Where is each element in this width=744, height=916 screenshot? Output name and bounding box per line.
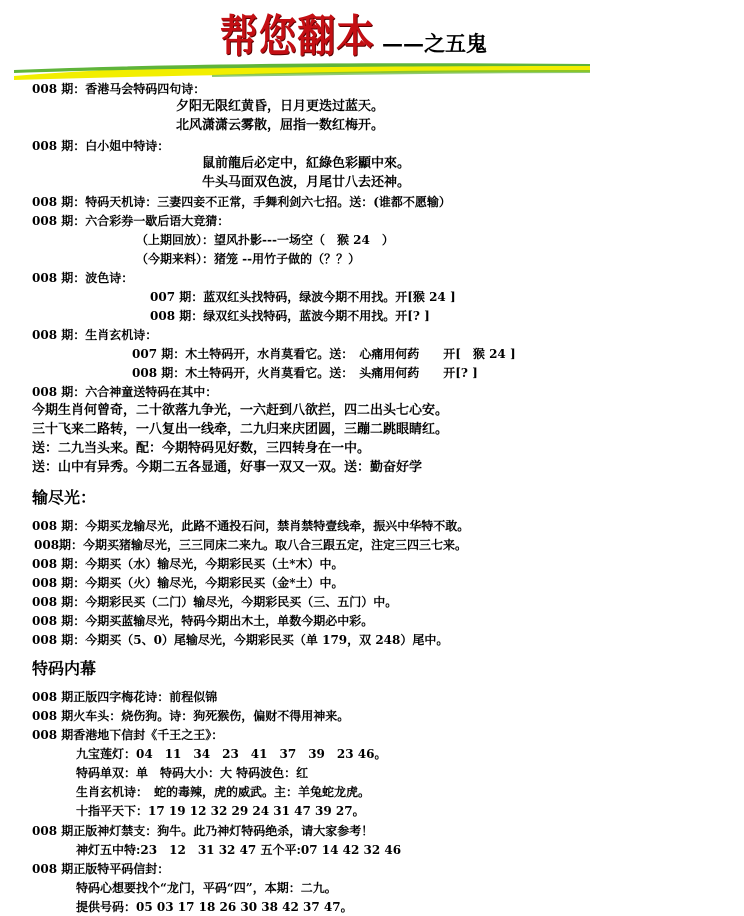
line-31: 008 期香港地下信封《千王之王》： (32, 728, 224, 742)
line-37: 神灯五中特:23 12 31 32 47 五个平:07 14 42 32 46 (76, 843, 402, 857)
line-11: 008 期：波色诗： (32, 271, 134, 285)
line-35: 十指平天下：17 19 12 32 29 24 31 47 39 27。 (76, 804, 365, 818)
line-14: 008 期：生肖玄机诗： (32, 328, 158, 342)
line-10: （今期来料）：猪笼 --用竹子做的（？？） (136, 252, 361, 266)
line-22: 008 期：今期买龙输尽光，此路不通投石问，禁肖禁特壹线牵，振兴中华特不敢。 (32, 519, 470, 533)
line-16: 008 期：木土特码开，火肖莫看它。送： 头痛用何药 开[? ] (132, 366, 478, 380)
line-24: 008 期：今期买（水）输尽光，今期彩民买（土*木）中。 (32, 557, 344, 571)
line-01: 008 期：香港马会特码四句诗： (32, 82, 206, 96)
banner-subtitle: ——之五鬼 (382, 31, 487, 56)
line-21: 送：山中有异秀。今期二五各显通，好事一双又一双。送：勤奋好学 (32, 460, 423, 475)
line-34: 生肖玄机诗： 蛇的毒辣，虎的威武。主：羊兔蛇龙虎。 (76, 785, 371, 799)
line-18: 今期生肖何曾奇，二十欲落九争光，一六赶到八欲拦，四二出头七心安。 (32, 403, 449, 418)
line-15: 007 期：木土特码开，水肖莫看它。送： 心痛用何药 开[ 猴 24 ] (132, 347, 516, 361)
line-32: 九宝莲灯：04 11 34 23 41 37 39 23 46。 (76, 747, 387, 761)
line-39: 特码心想要找个“龙门，平码“四”，本期：二九。 (76, 881, 337, 895)
line-25: 008 期：今期买（火）输尽光，今期彩民买（金*土）中。 (32, 576, 344, 590)
line-30: 008 期火车头：烧伤狗。诗：狗死猴伤，偏财不得用神来。 (32, 709, 350, 723)
line-40: 提供号码：05 03 17 18 26 30 38 42 37 47。 (76, 900, 353, 914)
line-06: 牛头马面双色波，月尾廿八去还神。 (202, 175, 411, 190)
section-heading-lose-all: 输尽光： (32, 488, 97, 507)
header (0, 0, 744, 80)
line-19: 三十飞来二路转，一八复出一线牵，二九归来庆团圆，三蹦二跳眼睛红。 (32, 422, 449, 437)
line-13: 008 期：绿双红头找特码，蓝波今期不用找。开[? ] (150, 309, 430, 323)
line-09: （上期回放）：望风扑影---一场空（ 猴 24 ） (136, 233, 394, 247)
line-36: 008 期正版神灯禁支：狗牛。此乃神灯特码绝杀，请大家参考！ (32, 824, 374, 838)
line-28: 008 期：今期买（5、0）尾输尽光，今期彩民买（单 179，双 248）尾中。 (32, 633, 449, 647)
line-12: 007 期：蓝双红头找特码，绿波今期不用找。开[猴 24 ] (150, 290, 456, 304)
line-05: 鼠前龍后必定中，紅綠色彩顯中來。 (202, 156, 411, 171)
line-26: 008 期：今期彩民买（二门）输尽光，今期彩民买（三、五门）中。 (32, 595, 398, 609)
line-33: 特码单双：单 特码大小：大 特码波色：红 (76, 766, 309, 780)
line-07: 008 期：特码天机诗：三妻四妾不正常，手舞利剑六七招。送：(谁都不愿输） (32, 195, 451, 209)
line-23: 008期：今期买猪输尽光，三三同床二来九。取八合三跟五定，注定三四三七来。 (34, 538, 468, 552)
banner-swoosh (12, 58, 592, 82)
banner-title: 帮您翻本 (220, 11, 375, 62)
section-heading-inside-info: 特码内幕 (32, 659, 97, 678)
line-02: 夕阳无限红黄昏，日月更迭过蓝天。 (176, 99, 385, 114)
line-20: 送：二九当头来。配：今期特码见好数，三四转身在一中。 (32, 441, 371, 456)
line-17: 008 期：六合神童送特码在其中： (32, 385, 218, 399)
line-27: 008 期：今期买蓝输尽光，特码今期出木土，单数今期必中彩。 (32, 614, 374, 628)
line-04: 008 期：白小姐中特诗： (32, 139, 170, 153)
line-38: 008 期正版特平码信封： (32, 862, 170, 876)
line-08: 008 期：六合彩券一歇后语大竞猜： (32, 214, 230, 228)
line-03: 北风潇潇云雾散，屈指一数红梅开。 (176, 118, 385, 133)
line-29: 008 期正版四字梅花诗：前程似锦 (32, 690, 218, 704)
